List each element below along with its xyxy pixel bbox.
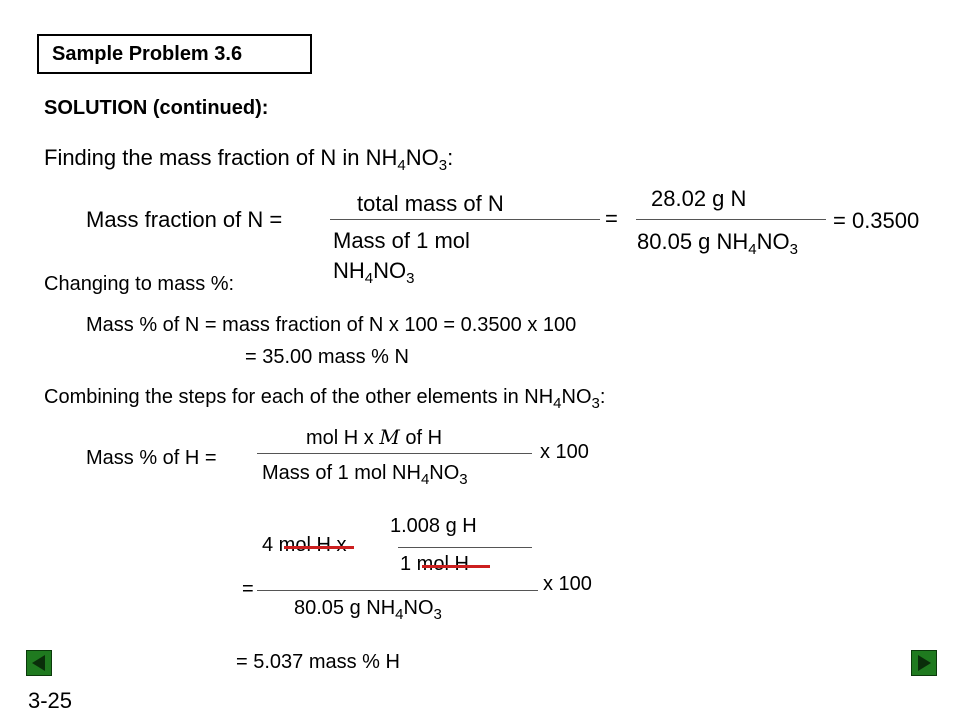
fraction2-denominator: 80.05 g $NH_4NO_3$ (637, 229, 798, 258)
outer-fraction-bar (257, 590, 538, 591)
inner-numerator: 1.008 g H (390, 515, 477, 537)
triangle-left-icon (30, 654, 48, 672)
strikethrough-mol-h-left (284, 546, 354, 549)
times-100-label-2: x 100 (543, 573, 592, 595)
h-fraction-bar (257, 453, 532, 454)
strikethrough-mol-h-right (422, 565, 490, 568)
fraction1-denominator-line1: Mass of 1 mol (333, 228, 470, 253)
next-slide-button[interactable] (911, 650, 937, 676)
inner-fraction-bar (398, 547, 532, 548)
equals-sign: = (605, 206, 618, 231)
fraction1-numerator: total mass of N (357, 191, 504, 216)
mass-percent-n-result: = 35.00 mass % N (245, 346, 409, 368)
inner-left-term: 4 mol H x (262, 534, 347, 556)
fraction1-bar (330, 219, 600, 220)
slide-number: 3-25 (28, 688, 73, 713)
section3-heading: Combining the steps for each of the other elements in $NH_4NO_3$: (44, 386, 606, 412)
previous-slide-button[interactable] (26, 650, 52, 676)
slide-title-box (37, 34, 312, 74)
fraction2-bar (636, 219, 826, 220)
section2-heading: Changing to mass %: (44, 273, 235, 295)
fraction1-denominator-line2: $NH_4NO_3$ (333, 258, 415, 287)
fraction2-numerator: 28.02 g N (651, 186, 747, 211)
outer-denominator: 80.05 g $NH_4NO_3$ (294, 597, 442, 623)
triangle-right-icon (915, 654, 933, 672)
mass-percent-h-lhs: Mass % of H = (86, 447, 217, 469)
section1-intro: Finding the mass fraction of N in $NH_4NO_3$: (44, 145, 454, 174)
times-100-label: x 100 (540, 441, 589, 463)
inner-denominator: 1 mol H (400, 553, 469, 575)
h-numerator: mol H x M of H (306, 425, 443, 449)
slide-title: Sample Problem 3.6 (52, 43, 243, 65)
fraction-result: = 0.3500 (833, 208, 920, 233)
solution-heading: SOLUTION (continued): (44, 97, 269, 119)
mass-percent-h-result: = 5.037 mass % H (236, 651, 400, 673)
mass-fraction-lhs: Mass fraction of N = (86, 207, 283, 232)
mass-percent-n-equation: Mass % of N = mass fraction of N x 100 = 0.3500 x 100 (86, 314, 577, 336)
h-denominator: Mass of 1 mol $NH_4NO_3$ (262, 462, 468, 488)
equals-sign-2: = (242, 578, 254, 600)
